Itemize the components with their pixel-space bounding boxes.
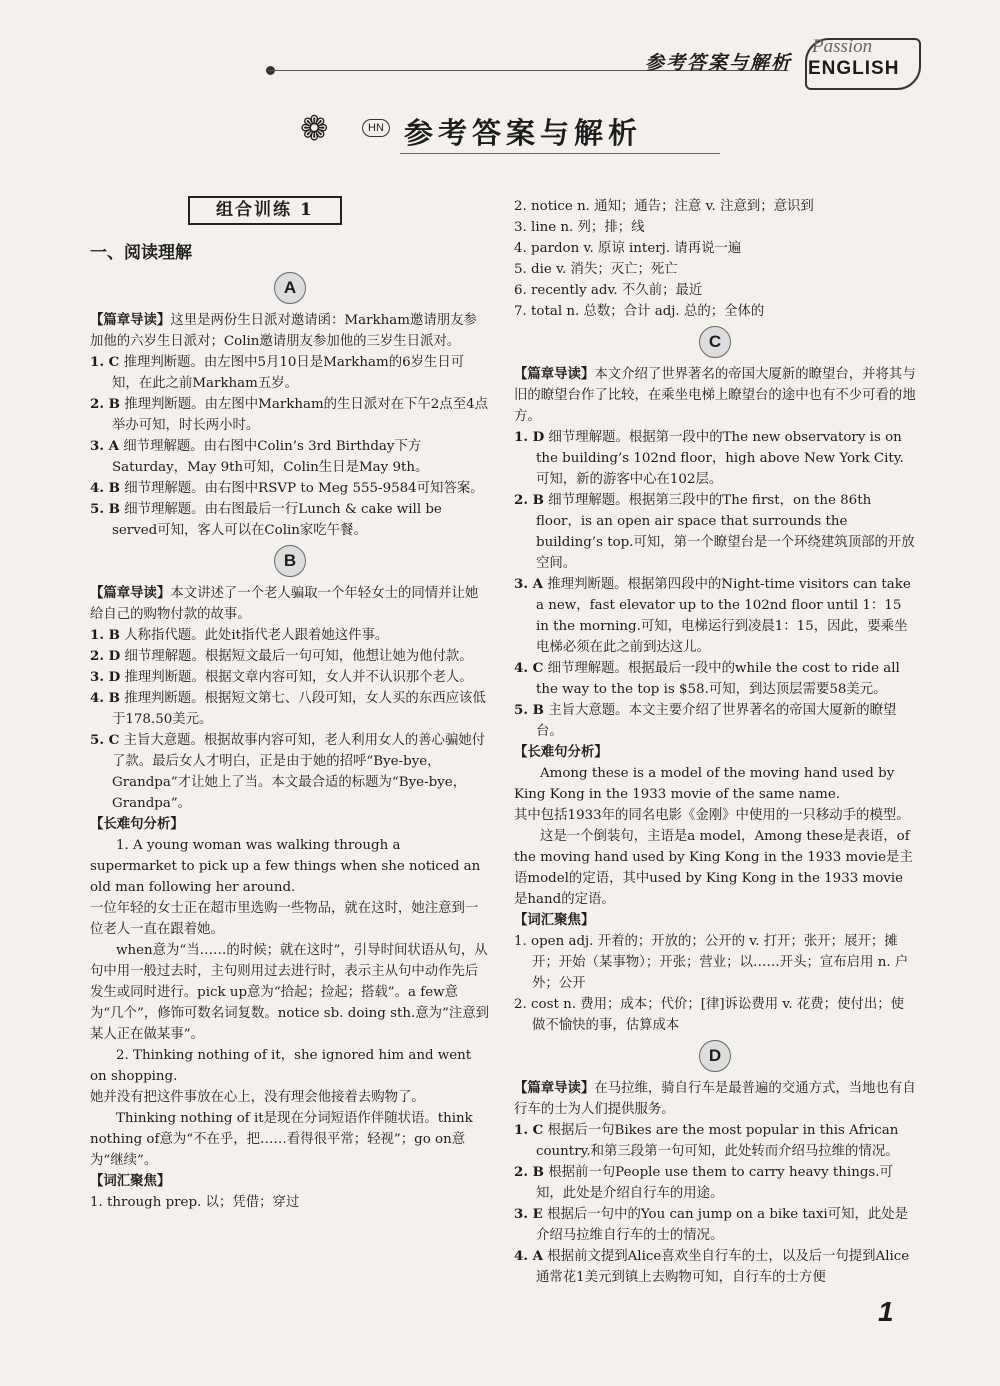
a-answer-5: 5. B 细节理解题。由右图最后一行Lunch & cake will be served可知，客人可以在Colin家吃午餐。 bbox=[90, 501, 442, 538]
c-vocab-1: 1. open adj. 开着的；开放的；公开的 v. 打开；张开；展开；摊开；开始（某事物）；开张；营业；以……开头；宣布启用 n. 户外；公开 bbox=[514, 934, 909, 991]
passage-b-guide: 【篇章导读】本文讲述了一个老人骗取一个年轻女士的同情并让她给自己的购物付款的故事。 bbox=[90, 585, 479, 622]
passage-c-guide: 【篇章导读】本文介绍了世界著名的帝国大厦新的瞭望台，并将其与旧的瞭望台作了比较，在乘坐电梯上瞭望台的途中也有不少可看的地方。 bbox=[514, 366, 916, 424]
b-vocab-1: 1. through prep. 以；凭借；穿过 bbox=[90, 1195, 300, 1210]
page-number: 1 bbox=[878, 1296, 894, 1327]
header-title: 参考答案与解析 bbox=[645, 52, 793, 74]
passage-a-marker: A bbox=[274, 272, 306, 304]
passage-d-marker: D bbox=[699, 1040, 731, 1072]
c-answer-3: 3. A 推理判断题。根据第四段中的Night-time visitors can take a new，fast elevator up to the 102nd floor until 1：15 in the morning.可知，电梯运行到凌晨1：15，因此，要乘坐电梯必须在此之前到达这儿。 bbox=[514, 576, 911, 655]
b-sentence-2-note: Thinking nothing of it是现在分词短语作伴随状语。think nothing of意为“不在乎，把……看得很平常；轻视”；go on意为“继续”。 bbox=[90, 1111, 473, 1168]
a-answer-4: 4. B 细节理解题。由右图中RSVP to Meg 555-9584可知答案。 bbox=[90, 480, 484, 496]
b-sentence-1-en: 1. A young woman was walking through a supermarket to pick up a few things when she noticed an old man following her around. bbox=[90, 838, 481, 895]
logo-english: ENGLISH bbox=[808, 58, 900, 79]
d-answer-4: 4. A 根据前文提到Alice喜欢坐自行车的士，以及后一句提到Alice通常花1美元到镇上去购物可知，自行车的士方便 bbox=[514, 1248, 910, 1285]
a-answer-2: 2. B 推理判断题。由左图中Markham的生日派对在下午2点至4点举办可知，时长两小时。 bbox=[90, 396, 488, 433]
b-vocab-4: 4. pardon v. 原谅 interj. 请再说一遍 bbox=[514, 241, 742, 256]
section-reading-title: 一、阅读理解 bbox=[90, 243, 192, 263]
b-answer-1: 1. B 人称指代题。此处it指代老人跟着她这件事。 bbox=[90, 627, 389, 643]
c-sentence-cn: 其中包括1933年的同名电影《金刚》中使用的一只移动手的模型。 bbox=[514, 808, 910, 823]
left-column bbox=[90, 196, 490, 1213]
b-vocab-tag: 【词汇聚焦】 bbox=[90, 1173, 171, 1189]
c-sentence-note: 这是一个倒装句，主语是a model，Among these是表语，of the moving hand used by King Kong in the 1933 movie是主语model的定语，其中used by King Kong in the 1933 movie是hand的定语。 bbox=[514, 829, 913, 907]
banner-title: 参考答案与解析 bbox=[404, 116, 643, 150]
c-long-sentence-tag: 【长难句分析】 bbox=[514, 744, 608, 760]
b-sentence-1-note: when意为“当……的时候；就在这时”，引导时间状语从句，从句中用一般过去时，主句则用过去进行时，表示主从句中动作先后发生或同时进行。pick up意为“拾起；捡起；搭载”。a few意为“几个”，修饰可数名词复数。notice sb. doing sth.意为“注意到某人正在做某事”。 bbox=[90, 943, 490, 1042]
logo-passion: Passion bbox=[812, 36, 873, 57]
swirl-folder-icon: ❁ bbox=[300, 109, 329, 149]
hn-badge: HN bbox=[362, 119, 390, 137]
b-answer-2: 2. D 细节理解题。根据短文最后一句可知，他想让她为他付款。 bbox=[90, 648, 473, 664]
d-answer-2: 2. B 根据前一句People use them to carry heavy things.可知，此处是介绍自行车的用途。 bbox=[514, 1164, 893, 1201]
b-answer-3: 3. D 推理判断题。根据文章内容可知，女人并不认识那个老人。 bbox=[90, 669, 473, 685]
a-answer-1: 1. C 推理判断题。由左图中5月10日是Markham的6岁生日可知，在此之前Markham五岁。 bbox=[90, 354, 465, 391]
passage-d-guide: 【篇章导读】在马拉维，骑自行车是最普遍的交通方式，当地也有自行车的士为人们提供服务。 bbox=[514, 1080, 916, 1117]
b-vocab-5: 5. die v. 消失；灭亡；死亡 bbox=[514, 262, 678, 277]
c-vocab-2: 2. cost n. 费用；成本；代价；[律]诉讼费用 v. 花费；使付出；使做不愉快的事，估算成本 bbox=[514, 997, 905, 1033]
right-column bbox=[514, 196, 916, 1288]
b-sentence-1-cn: 一位年轻的女士正在超市里选购一些物品，就在这时，她注意到一位老人一直在跟着她。 bbox=[90, 901, 479, 937]
c-answer-4: 4. C 细节理解题。根据最后一段中的while the cost to ride all the way to the top is $58.可知，到达顶层需要58美元。 bbox=[514, 660, 900, 697]
a-answer-3: 3. A 细节理解题。由右图中Colin’s 3rd Birthday下方Saturday，May 9th可知，Colin生日是May 9th。 bbox=[90, 438, 429, 475]
b-sentence-2-en: 2. Thinking nothing of it，she ignored him and went on shopping. bbox=[90, 1048, 472, 1084]
c-answer-5: 5. B 主旨大意题。本文主要介绍了世界著名的帝国大厦新的瞭望台。 bbox=[514, 702, 897, 739]
b-answer-5: 5. C 主旨大意题。根据故事内容可知，老人利用女人的善心骗她付了款。最后女人才明白，正是由于她的招呼“Bye-bye，Grandpa”才让她上了当。本文最合适的标题为“Bye-bye，Grandpa”。 bbox=[90, 732, 486, 811]
c-answer-1: 1. D 细节理解题。根据第一段中的The new observatory is on the building’s 102nd floor，high above New York City.可知，新的游客中心在102层。 bbox=[514, 429, 904, 487]
banner-rule bbox=[400, 153, 720, 154]
d-answer-3: 3. E 根据后一句中的You can jump on a bike taxi可知，此处是介绍马拉维自行车的士的情况。 bbox=[514, 1206, 909, 1243]
b-vocab-3: 3. line n. 列；排；线 bbox=[514, 220, 645, 235]
c-answer-2: 2. B 细节理解题。根据第三段中的The first，on the 86th floor，is an open air space that surrounds the building’s top.可知，第一个瞭望台是一个环绕建筑顶部的开放空间。 bbox=[514, 492, 915, 571]
b-long-sentence-tag: 【长难句分析】 bbox=[90, 816, 184, 832]
passage-b-marker: B bbox=[274, 545, 306, 577]
unit-title-box: 组合训练 1 bbox=[188, 196, 342, 225]
d-answer-1: 1. C 根据后一句Bikes are the most popular in this African country.和第三段第一句可知，此处转而介绍马拉维的情况。 bbox=[514, 1122, 899, 1159]
b-vocab-6: 6. recently adv. 不久前；最近 bbox=[514, 283, 703, 298]
section-banner bbox=[300, 105, 720, 155]
passage-c-marker: C bbox=[699, 326, 731, 358]
b-answer-4: 4. B 推理判断题。根据短文第七、八段可知，女人买的东西应该低于178.50美元。 bbox=[90, 690, 486, 727]
b-vocab-7: 7. total n. 总数；合计 adj. 总的；全体的 bbox=[514, 304, 765, 319]
c-sentence-en: Among these is a model of the moving hand used by King Kong in the 1933 movie of the same name. bbox=[514, 766, 895, 802]
passage-a-guide: 【篇章导读】这里是两份生日派对邀请函：Markham邀请朋友参加他的六岁生日派对；Colin邀请朋友参加他的三岁生日派对。 bbox=[90, 312, 477, 349]
b-vocab-2: 2. notice n. 通知；通告；注意 v. 注意到；意识到 bbox=[514, 199, 814, 214]
c-vocab-tag: 【词汇聚焦】 bbox=[514, 912, 595, 928]
b-sentence-2-cn: 她并没有把这件事放在心上，没有理会他接着去购物了。 bbox=[90, 1090, 425, 1105]
